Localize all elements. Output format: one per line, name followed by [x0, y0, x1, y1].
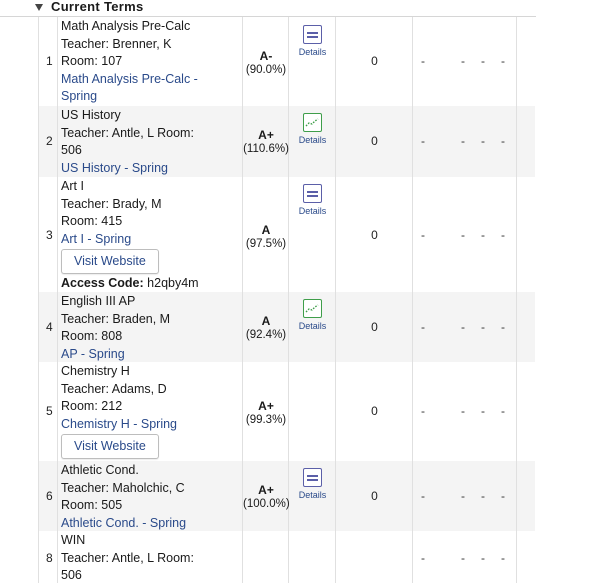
table-row [38, 177, 535, 292]
dash-value: - [421, 228, 425, 242]
document-icon [303, 468, 322, 487]
teacher-line: Teacher: Brady, M [61, 196, 162, 211]
details-button[interactable] [289, 468, 336, 500]
dash-value: - [461, 54, 465, 68]
grade-percent: (100.0%) [243, 498, 290, 510]
period-number: 3 [46, 228, 53, 242]
dash-value: - [421, 54, 425, 68]
chart-icon [303, 113, 322, 132]
details-label: Details [298, 47, 327, 57]
grade-percent: (97.5%) [245, 238, 287, 250]
room-line: Room: 107 [61, 54, 123, 69]
details-button[interactable] [289, 25, 336, 57]
room-line: Room: 505 [61, 498, 123, 513]
grade-percent: (99.3%) [245, 414, 287, 426]
dash-value: - [481, 489, 485, 503]
period-number: 2 [46, 134, 53, 148]
dash-value: - [481, 54, 485, 68]
course-name: Math Analysis Pre-Calc [61, 19, 191, 33]
grade-cell[interactable] [243, 223, 289, 251]
dash-value: - [421, 551, 425, 565]
access-code: Access Code: h2qby4m [61, 276, 199, 291]
dash-value: - [481, 228, 485, 242]
table-row [38, 461, 535, 531]
details-label: Details [298, 135, 327, 145]
dash-value: - [481, 404, 485, 418]
grade-cell[interactable] [243, 49, 289, 77]
dash-value: - [421, 404, 425, 418]
section-link[interactable]: Art I - Spring [61, 231, 132, 246]
grade-cell[interactable] [243, 399, 289, 427]
document-icon [303, 184, 322, 203]
current-terms-header[interactable] [0, 0, 536, 17]
section-link-cont[interactable]: Spring [61, 89, 98, 104]
section-link[interactable]: US History - Spring [61, 160, 168, 175]
room-line: Room: 212 [61, 399, 123, 414]
chart-icon [303, 299, 322, 318]
missing-count: 0 [371, 320, 378, 334]
course-name: WIN [61, 533, 86, 547]
grade-letter: A+ [258, 483, 274, 497]
section-link[interactable]: Chemistry H - Spring [61, 416, 177, 431]
dash-value: - [421, 134, 425, 148]
course-name: English III AP [61, 294, 136, 308]
teacher-line: Teacher: Brenner, K [61, 36, 172, 51]
grade-cell[interactable] [243, 128, 289, 156]
missing-count: 0 [371, 489, 378, 503]
period-number: 1 [46, 54, 53, 68]
period-number: 8 [46, 551, 53, 565]
missing-count: 0 [371, 54, 378, 68]
dash-value: - [501, 489, 505, 503]
course-name: Art I [61, 179, 84, 193]
grade-percent: (90.0%) [245, 64, 287, 76]
missing-count: 0 [371, 228, 378, 242]
details-label: Details [298, 321, 327, 331]
dash-value: - [461, 404, 465, 418]
section-link[interactable]: AP - Spring [61, 346, 125, 361]
teacher-line: Teacher: Maholchic, C [61, 480, 185, 495]
missing-count: 0 [371, 404, 378, 418]
grade-cell[interactable] [243, 483, 289, 511]
table-row [38, 362, 535, 461]
dash-value: - [501, 320, 505, 334]
teacher-line: Teacher: Antle, L Room: [61, 550, 194, 565]
dash-value: - [481, 320, 485, 334]
dash-value: - [461, 134, 465, 148]
grade-percent: (110.6%) [243, 143, 289, 155]
teacher-line: Teacher: Antle, L Room: [61, 125, 194, 140]
course-name: US History [61, 108, 121, 122]
grade-letter: A- [259, 49, 273, 63]
table-row [38, 531, 535, 583]
dash-value: - [481, 134, 485, 148]
dash-value: - [501, 134, 505, 148]
period-number: 4 [46, 320, 53, 334]
dash-value: - [461, 489, 465, 503]
period-number: 5 [46, 404, 53, 418]
grade-letter: A+ [258, 399, 274, 413]
visit-website-button[interactable]: Visit Website [61, 249, 159, 274]
dash-value: - [501, 228, 505, 242]
section-link[interactable]: Math Analysis Pre-Calc - [61, 71, 198, 86]
grade-letter: A [261, 314, 271, 328]
room-line: 506 [61, 568, 82, 583]
missing-count: 0 [371, 134, 378, 148]
table-row [38, 17, 535, 106]
teacher-line: Teacher: Braden, M [61, 311, 171, 326]
document-icon [303, 25, 322, 44]
period-number: 6 [46, 489, 53, 503]
table-row [38, 292, 535, 362]
visit-website-button[interactable]: Visit Website [61, 434, 159, 459]
details-button[interactable] [289, 113, 336, 145]
dash-value: - [501, 404, 505, 418]
details-label: Details [298, 490, 327, 500]
teacher-line: Teacher: Adams, D [61, 381, 167, 396]
dash-value: - [481, 551, 485, 565]
dash-value: - [501, 551, 505, 565]
grade-letter: A+ [258, 128, 274, 142]
course-name: Athletic Cond. [61, 463, 139, 477]
dash-value: - [501, 54, 505, 68]
collapse-arrow-icon[interactable] [35, 4, 43, 11]
table-row [38, 106, 535, 177]
details-button[interactable] [289, 299, 336, 331]
grade-percent: (92.4%) [245, 329, 287, 341]
grade-cell[interactable] [243, 314, 289, 342]
grades-table [38, 17, 535, 583]
details-label: Details [298, 206, 327, 216]
dash-value: - [461, 320, 465, 334]
section-link[interactable]: Athletic Cond. - Spring [61, 515, 187, 530]
dash-value: - [421, 489, 425, 503]
room-line: Room: 415 [61, 214, 123, 229]
dash-value: - [461, 228, 465, 242]
section-title: Current Terms [51, 0, 144, 14]
dash-value: - [461, 551, 465, 565]
course-name: Chemistry H [61, 364, 130, 378]
dash-value: - [421, 320, 425, 334]
grade-letter: A [261, 223, 271, 237]
room-line: 506 [61, 143, 82, 158]
details-button[interactable] [289, 184, 336, 216]
room-line: Room: 808 [61, 329, 123, 344]
